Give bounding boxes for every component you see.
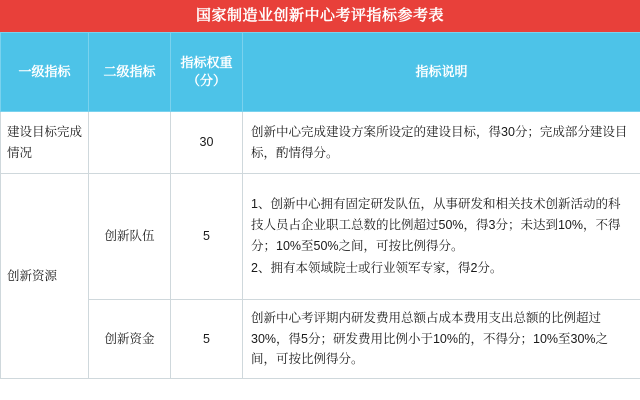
cell-level2: 创新资金: [89, 300, 171, 379]
page-title: 国家制造业创新中心考评指标参考表: [0, 0, 640, 32]
column-header-description: 指标说明: [243, 33, 640, 112]
cell-description: [243, 174, 640, 300]
cell-level2: [89, 112, 171, 174]
cell-description: [243, 300, 640, 379]
cell-level1: 建设目标完成情况: [1, 112, 89, 174]
cell-level2: 创新队伍: [89, 174, 171, 300]
cell-description: [243, 112, 640, 174]
table-row: [1, 112, 640, 174]
cell-level1: 创新资源: [1, 174, 89, 379]
column-header-level1: 一级指标: [1, 33, 89, 112]
description-line: 创新中心考评期内研发费用总额占成本费用支出总额的比例超过30%，得5分；研发费用比例小于10%的，不得分；10%至30%之间，可按比例得分。: [251, 311, 609, 367]
table-header-row: [1, 33, 640, 112]
description-line: 创新中心完成建设方案所设定的建设目标，得30分；完成部分建设目标，酌情得分。: [251, 124, 628, 160]
description-line: 2、拥有本领域院士或行业领军专家，得2分。: [251, 261, 503, 276]
column-header-weight: 指标权重（分）: [171, 33, 243, 112]
cell-weight: 5: [171, 174, 243, 300]
cell-weight: 30: [171, 112, 243, 174]
description-line: 1、创新中心拥有固定研发队伍，从事研发和相关技术创新活动的科技人员占企业职工总数的比例超过50%，得3分；未达到10%，不得分；10%至50%之间，可按比例得分。: [251, 197, 621, 253]
table-row: [1, 300, 640, 379]
cell-weight: 5: [171, 300, 243, 379]
table-row: [1, 174, 640, 300]
assessment-index-table: [0, 32, 640, 379]
column-header-level2: 二级指标: [89, 33, 171, 112]
